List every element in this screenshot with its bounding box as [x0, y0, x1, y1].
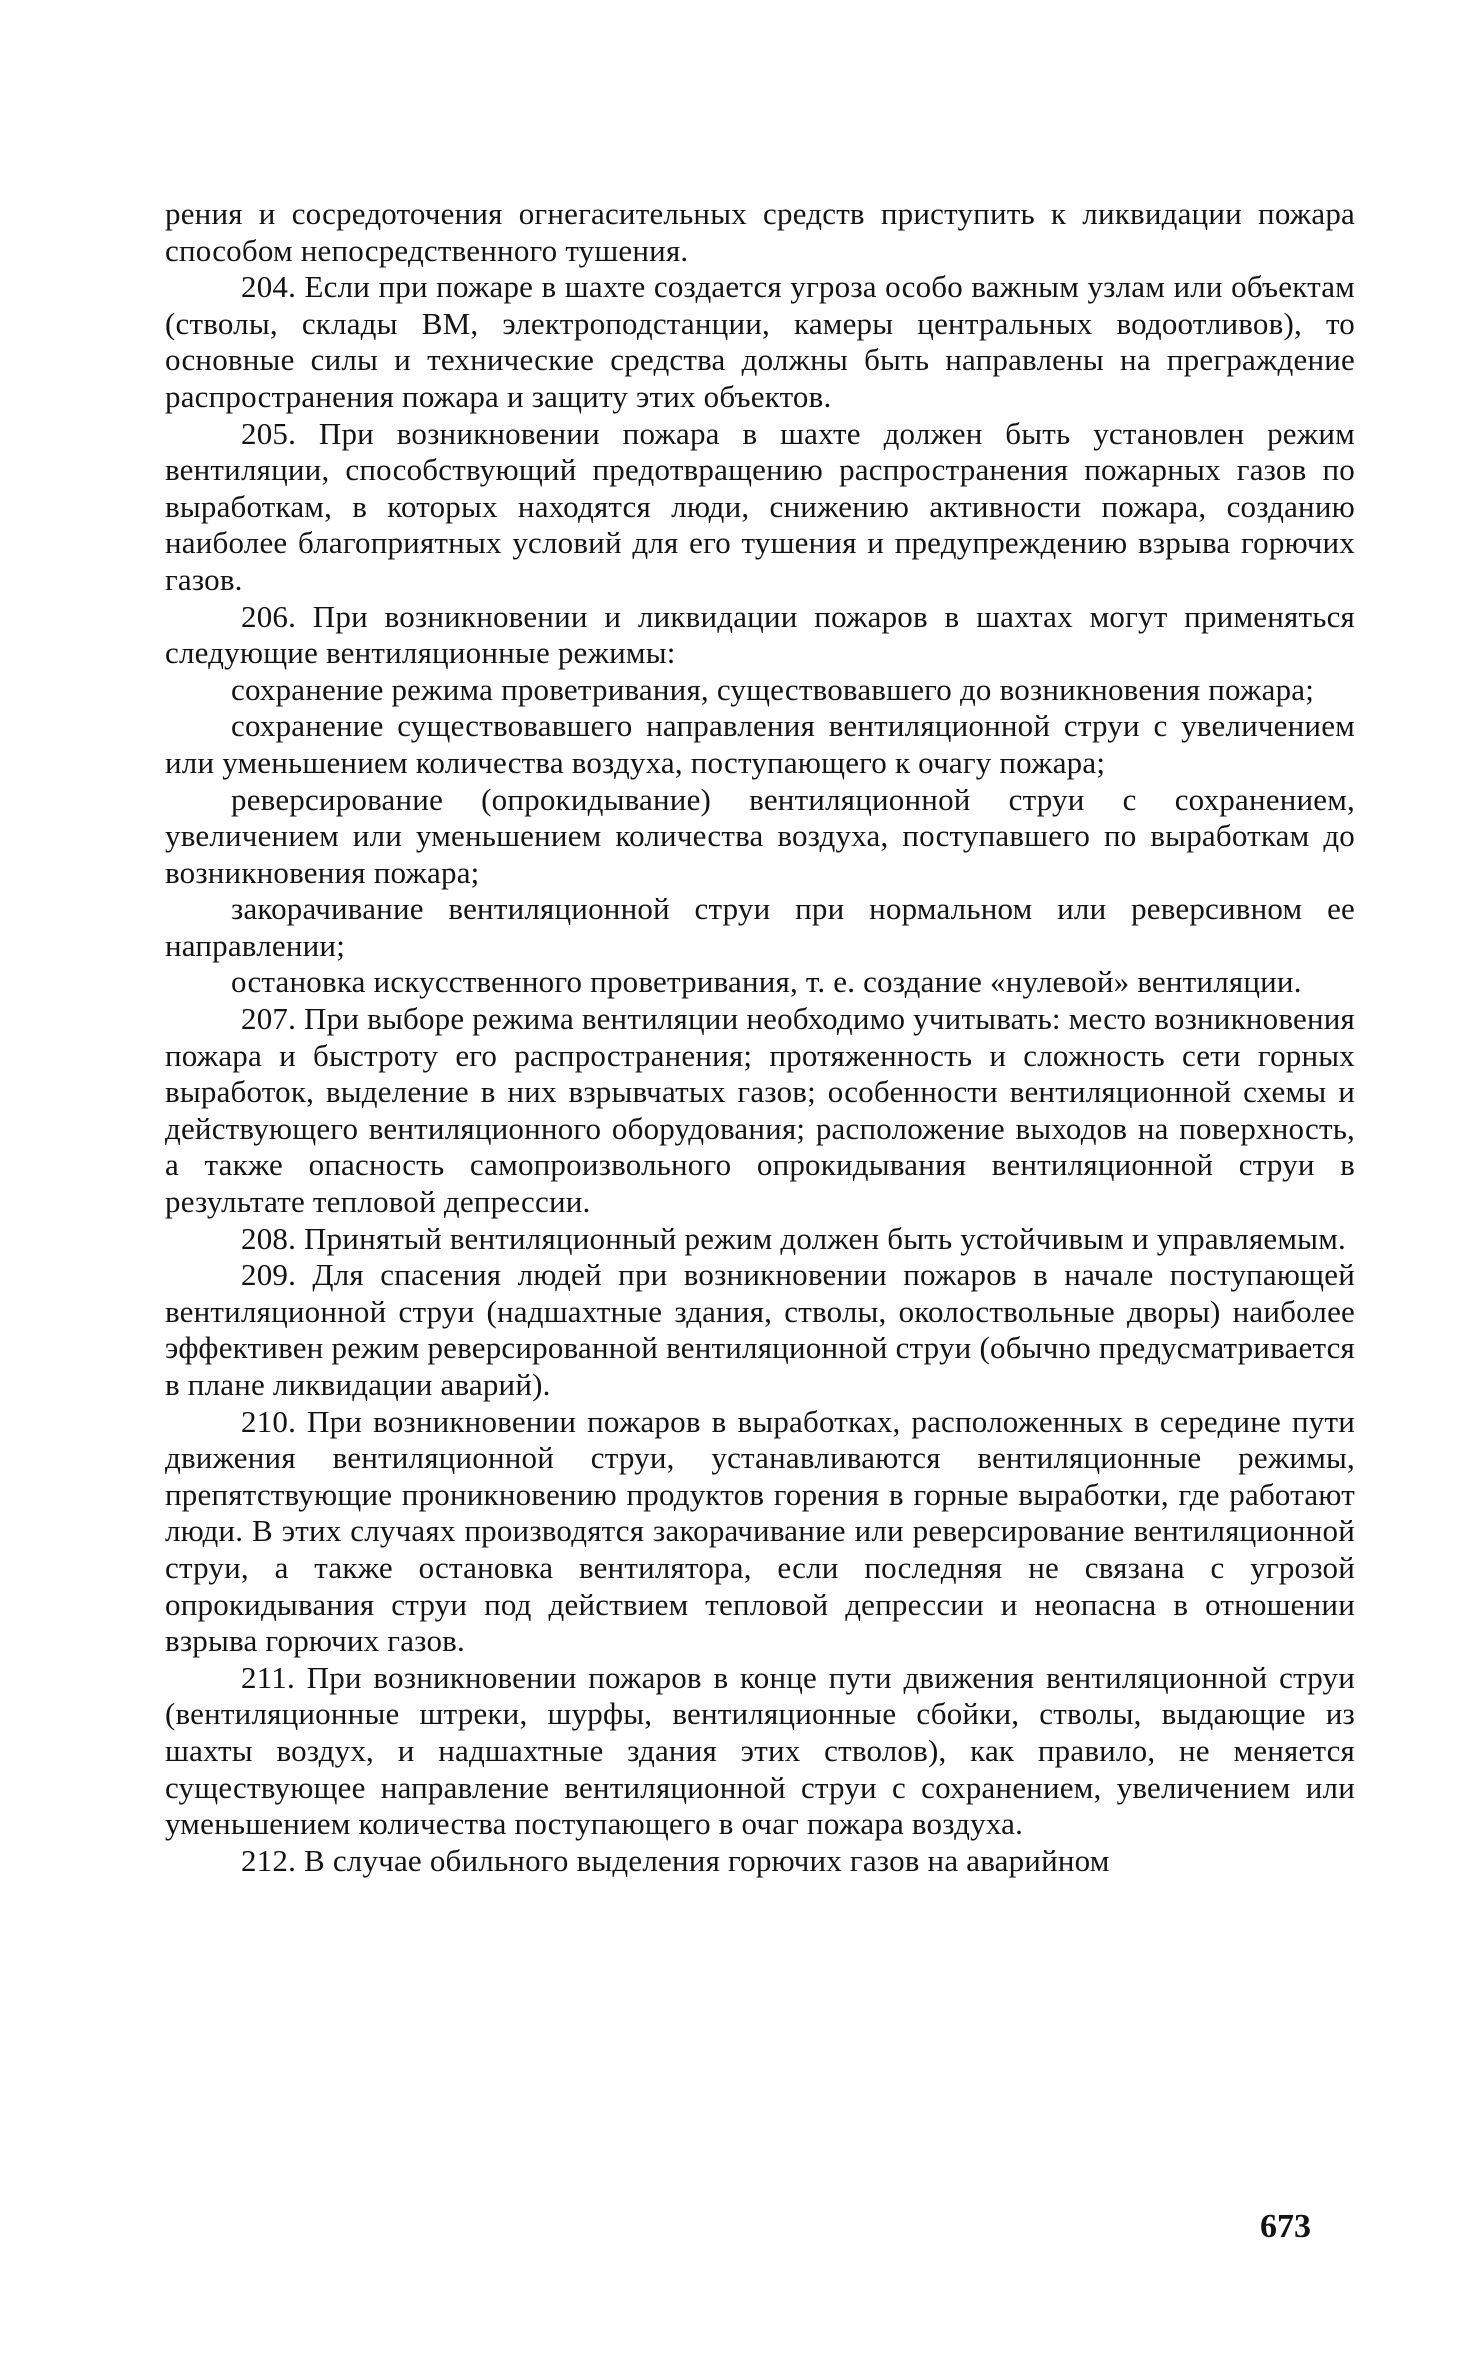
page-text	[165, 196, 1355, 1879]
page-number: 673	[1260, 2208, 1311, 2245]
paragraph-208: 208. Принятый вентиляционный режим должен быть устойчивым и управляемым.	[241, 1220, 1346, 1256]
paragraph-207: 207. При выборе режима вентиляции необходимо учитывать: место возникновения пожара и быстроту его распространения; протяженность и сложность сети горных выработок, выделение в них взрывчатых газов; особенности вентиляционной схемы и действующего вентиляционного оборудования; расположение выходов на поверхность, а также опасность самопроизвольного опрокидывания вентиляционной струи в результате тепловой депрессии.	[165, 1001, 1355, 1220]
paragraph-205: 205. При возникновении пожара в шахте должен быть установлен режим вентиляции, способствующий предотвращению распространения пожарных газов по выработкам, в которых находятся люди, снижению активности пожара, созданию наиболее благоприятных условий для его тушения и предупреждению взрыва горючих газов.	[165, 415, 1355, 597]
paragraph-continuation: рения и сосредоточения огнегасительных средств приступить к ликвидации пожара способом непосредственного тушения.	[165, 196, 1355, 268]
paragraph-211: 211. При возникновении пожаров в конце пути движения вентиляционной струи (вентиляционные штреки, шурфы, вентиляционные сбойки, стволы, выдающие из шахты воздух, и надшахтные здания этих стволов), как правило, не меняется существующее направление вентиляционной струи с сохранением, увеличением или уменьшением количества поступающего в очаг пожара воздуха.	[165, 1659, 1355, 1842]
paragraph-210: 210. При возникновении пожаров в выработках, расположенных в середине пути движения вентиляционной струи, устанавливаются вентиляционные режимы, препятствующие проникновению продуктов горения в горные выработки, где работают люди. В этих случаях производятся закорачивание или реверсирование вентиляционной струи, а также остановка вентилятора, если последняя не связана с угрозой опрокидывания струи под действием тепловой депрессии и неопасна в отношении взрыва горючих газов.	[165, 1403, 1355, 1659]
list-item: реверсирование (опрокидывание) вентиляционной струи с сохранением, увеличением или уменьшением количества воздуха, поступавшего по выработкам до возникновения пожара;	[165, 781, 1355, 890]
list-item: остановка искусственного проветривания, т. е. создание «нулевой» вентиляции.	[231, 964, 1302, 1000]
list-item: закорачивание вентиляционной струи при нормальном или реверсивном ее направлении;	[165, 891, 1355, 963]
paragraph-204: 204. Если при пожаре в шахте создается угроза особо важным узлам или объектам (стволы, склады ВМ, электроподстанции, камеры центральных водоотливов), то основные силы и технические средства должны быть направлены на преграждение распространения пожара и защиту этих объектов.	[165, 269, 1355, 414]
paragraph-209: 209. Для спасения людей при возникновении пожаров в начале поступающей вентиляционной струи (надшахтные здания, стволы, околоствольные дворы) наиболее эффективен режим реверсированной вентиляционной струи (обычно предусматривается в плане ликвидации аварий).	[165, 1257, 1355, 1402]
list-item: сохранение существовавшего направления вентиляционной струи с увеличением или уменьшением количества воздуха, поступающего к очагу пожара;	[165, 708, 1355, 780]
paragraph-212: 212. В случае обильного выделения горючих газов на аварийном	[241, 1842, 1110, 1878]
list-item: сохранение режима проветривания, существовавшего до возникновения пожара;	[231, 671, 1315, 707]
paragraph-206: 206. При возникновении и ликвидации пожаров в шахтах могут применяться следующие вентиляционные режимы:	[165, 598, 1355, 671]
